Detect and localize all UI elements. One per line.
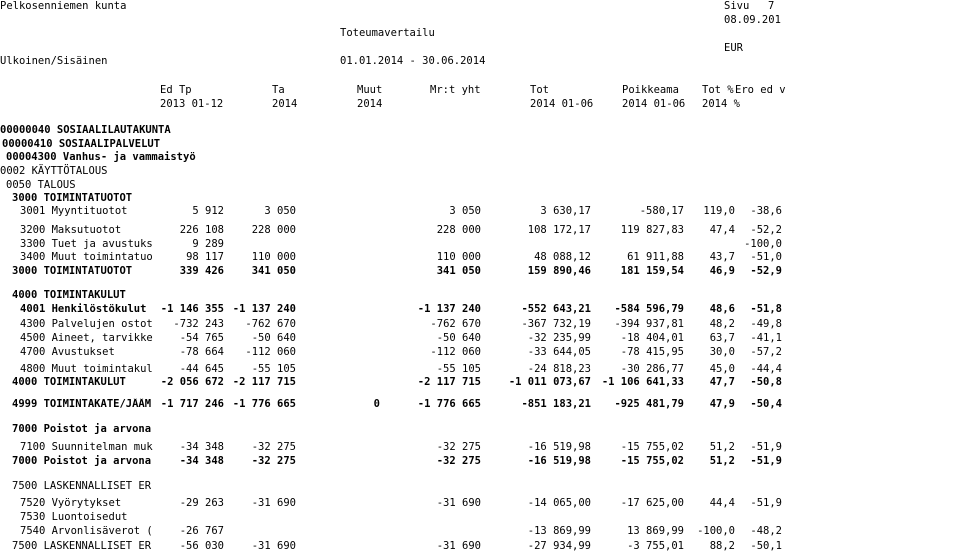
row-cell-col1: 5 912 bbox=[192, 205, 224, 217]
row-label: 7500 LASKENNALLISET ER bbox=[12, 480, 152, 492]
row-cell-col6: -78 415,95 bbox=[620, 346, 684, 358]
row-cell-col4: 341 050 bbox=[436, 265, 481, 277]
row-cell-col4: -32 275 bbox=[436, 441, 481, 453]
row-cell-col4: -55 105 bbox=[436, 363, 481, 375]
row-cell-col5: 108 172,17 bbox=[527, 224, 591, 236]
row-cell-col1: -2 056 672 bbox=[160, 376, 224, 388]
row-cell-col2: -112 060 bbox=[245, 346, 296, 358]
column-header-1-line1: Ed Tp bbox=[160, 84, 192, 96]
row-cell-col8: -51,9 bbox=[750, 441, 782, 453]
row-label: 4000 TOIMINTAKULUT bbox=[12, 289, 126, 301]
row-cell-col6: -925 481,79 bbox=[614, 398, 684, 410]
column-header-5-line2: 2014 01-06 bbox=[530, 98, 594, 110]
row-label: 3001 Myyntituotot bbox=[20, 205, 128, 217]
row-label: 3300 Tuet ja avustuks bbox=[20, 238, 153, 250]
page-number: 7 bbox=[768, 0, 775, 12]
row-cell-col4: 110 000 bbox=[436, 251, 481, 263]
row-cell-col1: -29 263 bbox=[179, 497, 224, 509]
row-cell-col2: -31 690 bbox=[251, 497, 296, 509]
row-label: 4500 Aineet, tarvikke bbox=[20, 332, 153, 344]
hierarchy-level-3: 00004300 Vanhus- ja vammaistyö bbox=[6, 151, 196, 163]
row-cell-col4: -2 117 715 bbox=[417, 376, 481, 388]
row-cell-col4: -112 060 bbox=[430, 346, 481, 358]
row-cell-col6: -580,17 bbox=[639, 205, 684, 217]
row-cell-col2: 3 050 bbox=[264, 205, 296, 217]
report-date: 08.09.201 bbox=[724, 14, 781, 26]
hierarchy-level-6: 3000 TOIMINTATUOTOT bbox=[12, 192, 133, 204]
currency: EUR bbox=[724, 42, 743, 54]
column-header-7-line1: Tot % bbox=[702, 84, 734, 96]
column-header-4-line1: Mr:t yht bbox=[430, 84, 481, 96]
row-cell-col5: 48 088,12 bbox=[534, 251, 591, 263]
row-cell-col1: -56 030 bbox=[179, 540, 224, 552]
row-cell-col1: -1 146 355 bbox=[160, 303, 224, 315]
row-cell-col5: -14 065,00 bbox=[527, 497, 591, 509]
hierarchy-level-2: 00000410 SOSIAALIPALVELUT bbox=[2, 138, 161, 150]
row-label: 4000 TOIMINTAKULUT bbox=[12, 376, 126, 388]
row-cell-col2: 110 000 bbox=[251, 251, 296, 263]
row-label: 7540 Arvonlisäverot ( bbox=[20, 525, 153, 537]
row-cell-col8: -57,2 bbox=[750, 346, 782, 358]
row-label: 7530 Luontoisedut bbox=[20, 511, 128, 523]
row-label: 7000 Poistot ja arvona bbox=[12, 455, 152, 467]
page-label: Sivu bbox=[724, 0, 750, 12]
row-cell-col5: -32 235,99 bbox=[527, 332, 591, 344]
column-header-3-line1: Muut bbox=[357, 84, 383, 96]
row-cell-col8: -38,6 bbox=[750, 205, 782, 217]
row-cell-col5: 3 630,17 bbox=[540, 205, 591, 217]
row-cell-col2: -32 275 bbox=[251, 441, 296, 453]
row-label: 4999 TOIMINTAKATE/JÄÄM bbox=[12, 398, 152, 410]
row-label: 4300 Palvelujen ostot bbox=[20, 318, 153, 330]
column-header-1-line2: 2013 01-12 bbox=[160, 98, 224, 110]
row-cell-col1: -44 645 bbox=[179, 363, 224, 375]
scope-label: Ulkoinen/Sisäinen bbox=[0, 55, 108, 67]
row-cell-col8: -44,4 bbox=[750, 363, 782, 375]
row-cell-col1: -34 348 bbox=[179, 455, 224, 467]
row-cell-col4: -762 670 bbox=[430, 318, 481, 330]
row-cell-col4: -31 690 bbox=[436, 497, 481, 509]
row-cell-col4: 3 050 bbox=[449, 205, 481, 217]
row-cell-col6: -18 404,01 bbox=[620, 332, 684, 344]
row-cell-col7: 47,9 bbox=[709, 398, 735, 410]
row-label: 7500 LASKENNALLISET ER bbox=[12, 540, 152, 552]
row-cell-col5: -16 519,98 bbox=[527, 441, 591, 453]
row-cell-col2: -1 137 240 bbox=[232, 303, 296, 315]
row-cell-col2: -1 776 665 bbox=[232, 398, 296, 410]
row-cell-col6: -3 755,01 bbox=[627, 540, 684, 552]
column-header-6-line2: 2014 01-06 bbox=[622, 98, 686, 110]
row-cell-col5: -27 934,99 bbox=[527, 540, 591, 552]
row-cell-col2: 341 050 bbox=[251, 265, 296, 277]
row-cell-col2: -31 690 bbox=[251, 540, 296, 552]
row-cell-col4: -1 776 665 bbox=[417, 398, 481, 410]
row-cell-col1: -54 765 bbox=[179, 332, 224, 344]
row-cell-col7: 48,6 bbox=[709, 303, 735, 315]
row-cell-col7: 47,7 bbox=[709, 376, 735, 388]
row-cell-col8: -48,2 bbox=[750, 525, 782, 537]
row-label: 7100 Suunnitelman muk bbox=[20, 441, 153, 453]
row-cell-col1: 9 289 bbox=[192, 238, 224, 250]
row-label: 4700 Avustukset bbox=[20, 346, 115, 358]
row-cell-col5: -16 519,98 bbox=[527, 455, 591, 467]
row-cell-col3: 0 bbox=[373, 398, 380, 410]
hierarchy-level-4: 0002 KÄYTTÖTALOUS bbox=[0, 165, 108, 177]
row-label: 3000 TOIMINTATUOTOT bbox=[12, 265, 133, 277]
row-cell-col4: -1 137 240 bbox=[417, 303, 481, 315]
row-cell-col5: -1 011 073,67 bbox=[508, 376, 591, 388]
hierarchy-level-1: 00000040 SOSIAALILAUTAKUNTA bbox=[0, 124, 171, 136]
row-cell-col7: 119,0 bbox=[703, 205, 735, 217]
row-cell-col2: 228 000 bbox=[251, 224, 296, 236]
row-cell-col7: 47,4 bbox=[709, 224, 735, 236]
row-cell-col6: -17 625,00 bbox=[620, 497, 684, 509]
row-cell-col7: 43,7 bbox=[709, 251, 735, 263]
row-cell-col1: 226 108 bbox=[179, 224, 224, 236]
row-cell-col1: -732 243 bbox=[173, 318, 224, 330]
column-header-3-line2: 2014 bbox=[357, 98, 383, 110]
hierarchy-level-5: 0050 TALOUS bbox=[6, 179, 76, 191]
row-cell-col8: -41,1 bbox=[750, 332, 782, 344]
row-cell-col8: -52,2 bbox=[750, 224, 782, 236]
municipality-name: Pelkosenniemen kunta bbox=[0, 0, 127, 12]
row-cell-col8: -50,8 bbox=[750, 376, 782, 388]
row-cell-col2: -32 275 bbox=[251, 455, 296, 467]
row-cell-col5: -24 818,23 bbox=[527, 363, 591, 375]
row-cell-col7: 30,0 bbox=[709, 346, 735, 358]
column-header-2-line2: 2014 bbox=[272, 98, 298, 110]
report-title: Toteumavertailu bbox=[340, 27, 435, 39]
row-cell-col8: -50,1 bbox=[750, 540, 782, 552]
row-cell-col7: 63,7 bbox=[709, 332, 735, 344]
row-cell-col4: -32 275 bbox=[436, 455, 481, 467]
column-header-6-line1: Poikkeama bbox=[622, 84, 679, 96]
row-cell-col7: 45,0 bbox=[709, 363, 735, 375]
row-cell-col5: -552 643,21 bbox=[521, 303, 591, 315]
row-cell-col5: -13 869,99 bbox=[527, 525, 591, 537]
row-cell-col7: 51,2 bbox=[709, 441, 735, 453]
column-header-5-line1: Tot bbox=[530, 84, 549, 96]
row-cell-col4: -50 640 bbox=[436, 332, 481, 344]
row-label: 7520 Vyörytykset bbox=[20, 497, 122, 509]
row-cell-col4: -31 690 bbox=[436, 540, 481, 552]
column-header-2-line1: Ta bbox=[272, 84, 285, 96]
row-cell-col2: -762 670 bbox=[245, 318, 296, 330]
row-cell-col8: -100,0 bbox=[744, 238, 782, 250]
row-cell-col1: -34 348 bbox=[179, 441, 224, 453]
row-cell-col6: -584 596,79 bbox=[614, 303, 684, 315]
row-cell-col8: -52,9 bbox=[750, 265, 782, 277]
row-cell-col1: -78 664 bbox=[179, 346, 224, 358]
column-header-8-line1: Ero ed v bbox=[735, 84, 786, 96]
row-cell-col6: 13 869,99 bbox=[627, 525, 684, 537]
row-label: 4800 Muut toimintakul bbox=[20, 363, 153, 375]
row-cell-col8: -49,8 bbox=[750, 318, 782, 330]
row-cell-col2: -50 640 bbox=[251, 332, 296, 344]
row-cell-col8: -51,0 bbox=[750, 251, 782, 263]
row-cell-col5: -33 644,05 bbox=[527, 346, 591, 358]
row-cell-col7: 88,2 bbox=[709, 540, 735, 552]
row-cell-col2: -55 105 bbox=[251, 363, 296, 375]
row-cell-col6: 181 159,54 bbox=[620, 265, 684, 277]
row-cell-col5: 159 890,46 bbox=[527, 265, 591, 277]
row-cell-col8: -50,4 bbox=[750, 398, 782, 410]
row-cell-col6: 119 827,83 bbox=[620, 224, 684, 236]
row-cell-col1: -1 717 246 bbox=[160, 398, 224, 410]
row-label: 3200 Maksutuotot bbox=[20, 224, 122, 236]
row-label: 4001 Henkilöstökulut bbox=[20, 303, 147, 315]
row-cell-col7: 46,9 bbox=[709, 265, 735, 277]
row-cell-col7: 48,2 bbox=[709, 318, 735, 330]
row-cell-col1: -26 767 bbox=[179, 525, 224, 537]
row-cell-col1: 98 117 bbox=[186, 251, 224, 263]
row-cell-col8: -51,9 bbox=[750, 455, 782, 467]
row-cell-col7: 44,4 bbox=[709, 497, 735, 509]
row-cell-col8: -51,9 bbox=[750, 497, 782, 509]
row-cell-col6: 61 911,88 bbox=[627, 251, 684, 263]
row-cell-col5: -851 183,21 bbox=[521, 398, 591, 410]
row-cell-col4: 228 000 bbox=[436, 224, 481, 236]
row-cell-col7: 51,2 bbox=[709, 455, 735, 467]
row-cell-col5: -367 732,19 bbox=[521, 318, 591, 330]
row-cell-col6: -30 286,77 bbox=[620, 363, 684, 375]
row-cell-col7: -100,0 bbox=[697, 525, 735, 537]
row-cell-col6: -1 106 641,33 bbox=[601, 376, 684, 388]
row-cell-col2: -2 117 715 bbox=[232, 376, 296, 388]
row-label: 3400 Muut toimintatuo bbox=[20, 251, 153, 263]
row-cell-col8: -51,8 bbox=[750, 303, 782, 315]
row-cell-col1: 339 426 bbox=[179, 265, 224, 277]
row-cell-col6: -394 937,81 bbox=[614, 318, 684, 330]
row-cell-col6: -15 755,02 bbox=[620, 455, 684, 467]
column-header-7-line2: 2014 % bbox=[702, 98, 740, 110]
report-period: 01.01.2014 - 30.06.2014 bbox=[340, 55, 486, 67]
row-cell-col6: -15 755,02 bbox=[620, 441, 684, 453]
row-label: 7000 Poistot ja arvona bbox=[12, 423, 152, 435]
